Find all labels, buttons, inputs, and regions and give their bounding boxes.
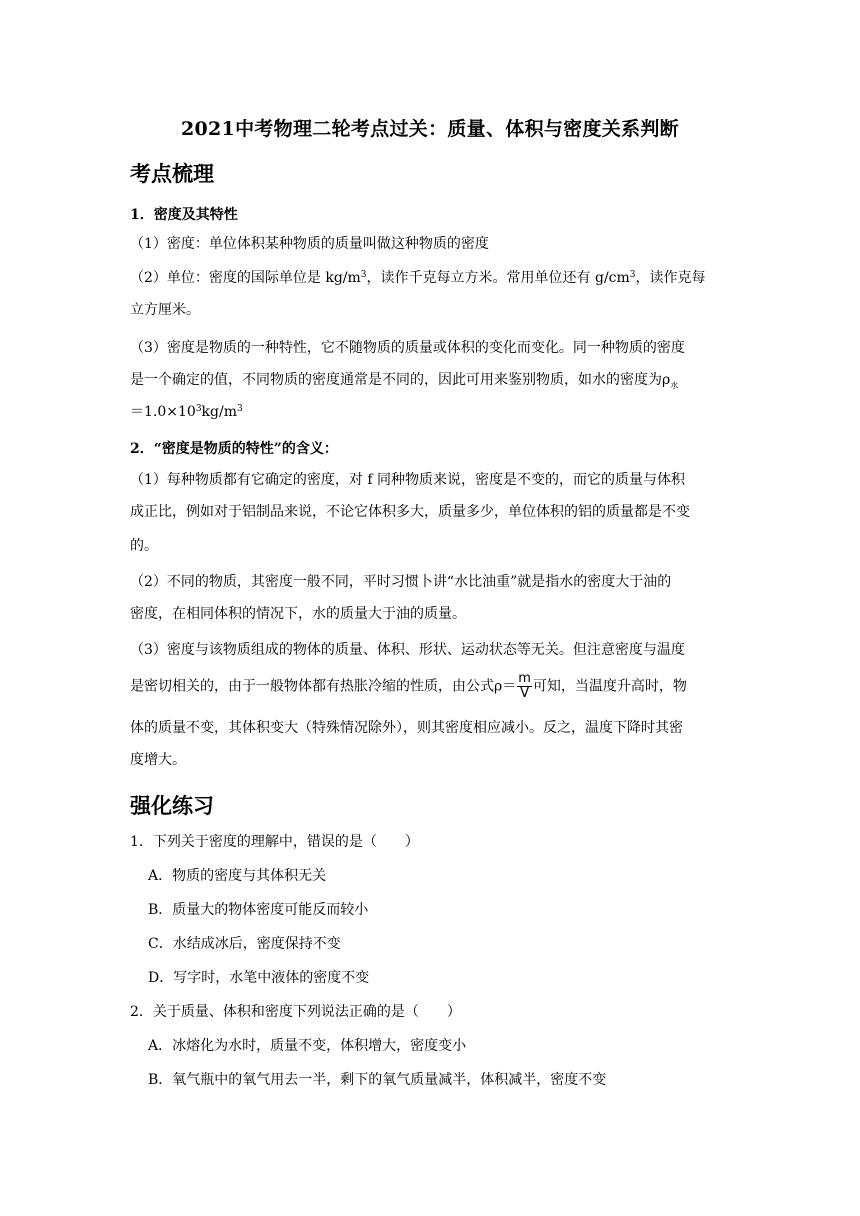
answer-option: A．冰熔化为水时，质量不变，体积增大，密度变小 — [148, 1038, 467, 1054]
subheading-density-properties: 1．密度及其特性 — [130, 207, 238, 223]
paragraph: 立方厘米。 — [130, 302, 200, 318]
paragraph: 密度，在相同体积的情况下，水的质量大于油的质量。 — [130, 606, 466, 622]
answer-option: A．物质的密度与其体积无关 — [148, 868, 327, 884]
paragraph: 是一个确定的值，不同物质的密度通常是不同的，因此可用来鉴别物质，如水的密度为$\rho_水$ — [130, 372, 679, 390]
paragraph: 是密切相关的，由于一般物体都有热胀冷缩的性质，由公式ρ＝ $\frac{m}{V}$ 可知，当温度升高时，物 — [130, 671, 687, 701]
section-heading-practice: 强化练习 — [130, 794, 214, 818]
paragraph: （3）密度是物质的一种特性，它不随物质的质量或体积的变化而变化。同一种物质的密度 — [130, 340, 685, 356]
paragraph: （1）密度：单位体积某种物质的质量叫做这种物质的密度 — [130, 236, 489, 252]
answer-option: D．写字时，水笔中液体的密度不变 — [148, 970, 370, 986]
paragraph: $=1.0\times 10^3kg/m^3$ — [130, 404, 243, 420]
paragraph: 成正比，例如对于铝制品来说，不论它体积多大，质量多少，单位体积的铝的质量都是不变 — [130, 504, 690, 520]
subheading-density-meaning: 2．“密度是物质的特性”的含义： — [130, 441, 338, 457]
paragraph: （2）单位：密度的国际单位是 $kg/m^3$，读作千克每立方米。常用单位还有 $g/cm^3$，读作克每 — [130, 270, 706, 286]
answer-option: B．质量大的物体密度可能反而较小 — [148, 902, 369, 918]
paragraph: （3）密度与该物质组成的物体的质量、体积、形状、运动状态等无关。但注意密度与温度 — [130, 642, 685, 658]
section-heading-review: 考点梳理 — [130, 162, 214, 186]
paragraph: 的。 — [130, 538, 158, 554]
paragraph: 体的质量不变，其体积变大（特殊情况除外），则其密度相应减小。反之，温度下降时其密 — [130, 720, 683, 736]
paragraph: 度增大。 — [130, 752, 186, 768]
document-title: 2021中考物理二轮考点过关：质量、体积与密度关系判断 — [181, 118, 679, 140]
paragraph: （2）不同的物质，其密度一般不同，平时习惯卜讲“水比油重”就是指水的密度大于油的 — [130, 574, 672, 590]
paragraph: （1）每种物质都有它确定的密度，对 f 同种物质来说，密度是不变的，而它的质量与体积 — [130, 472, 685, 488]
answer-option: B．氧气瓶中的氧气用去一半，剩下的氧气质量减半，体积减半，密度不变 — [148, 1072, 607, 1088]
density-formula-fraction: $\frac{m}{V}$ — [518, 671, 531, 701]
question-stem: 2．关于质量、体积和密度下列说法正确的是（ ） — [130, 1004, 461, 1020]
answer-option: C．水结成冰后，密度保持不变 — [148, 936, 341, 952]
question-stem: 1．下列关于密度的理解中，错误的是（ ） — [130, 834, 419, 850]
